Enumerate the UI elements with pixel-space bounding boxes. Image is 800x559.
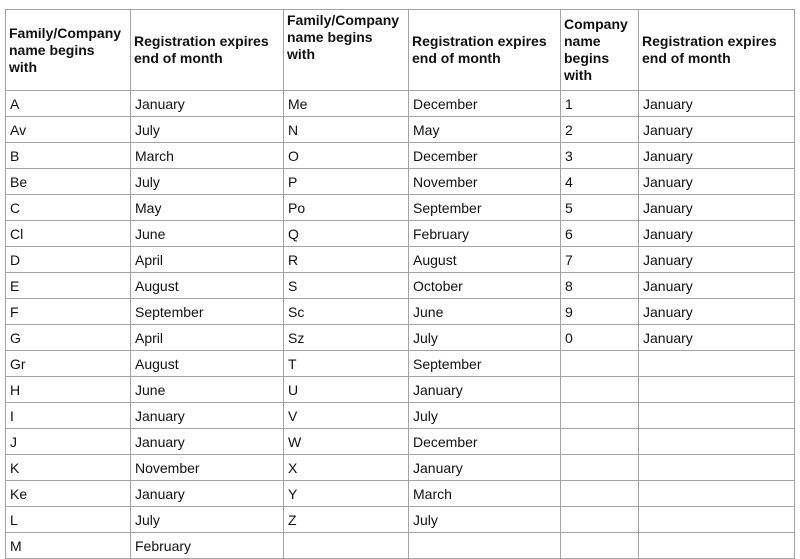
cell-company-begins (561, 455, 639, 481)
cell-expires-3: January (639, 117, 795, 143)
table-row (6, 117, 795, 143)
table-row (6, 351, 795, 377)
cell-expires-1: September (131, 299, 284, 325)
table-row (6, 481, 795, 507)
cell-expires-3: January (639, 299, 795, 325)
cell-expires-2: December (409, 91, 561, 117)
cell-expires-2: December (409, 429, 561, 455)
cell-name-begins-1: D (6, 247, 131, 273)
cell-expires-2: October (409, 273, 561, 299)
registration-expiry-table (5, 9, 795, 559)
cell-name-begins-1: G (6, 325, 131, 351)
header-expires-3: Registration expires end of month (639, 10, 795, 91)
cell-expires-1: August (131, 351, 284, 377)
cell-name-begins-1: A (6, 91, 131, 117)
table-row (6, 377, 795, 403)
table-row (6, 195, 795, 221)
cell-name-begins-1: L (6, 507, 131, 533)
cell-expires-2: July (409, 403, 561, 429)
cell-expires-1: March (131, 143, 284, 169)
cell-expires-3: January (639, 91, 795, 117)
cell-company-begins: 2 (561, 117, 639, 143)
table-row (6, 299, 795, 325)
cell-name-begins-1: Cl (6, 221, 131, 247)
cell-company-begins (561, 533, 639, 559)
cell-expires-2: September (409, 195, 561, 221)
cell-expires-3 (639, 507, 795, 533)
cell-expires-3: January (639, 221, 795, 247)
cell-expires-2: March (409, 481, 561, 507)
cell-name-begins-2: Sc (284, 299, 409, 325)
cell-expires-3 (639, 403, 795, 429)
cell-name-begins-1: Be (6, 169, 131, 195)
cell-name-begins-2: T (284, 351, 409, 377)
cell-expires-2: July (409, 325, 561, 351)
cell-expires-1: July (131, 507, 284, 533)
cell-expires-1: June (131, 221, 284, 247)
cell-company-begins: 3 (561, 143, 639, 169)
cell-expires-2: July (409, 507, 561, 533)
cell-expires-2: June (409, 299, 561, 325)
header-name-begins-2: Family/Company name begins with (284, 10, 409, 91)
header-row (6, 10, 795, 91)
cell-name-begins-1: M (6, 533, 131, 559)
table-row (6, 507, 795, 533)
cell-name-begins-2: U (284, 377, 409, 403)
table-row (6, 429, 795, 455)
cell-name-begins-2: Po (284, 195, 409, 221)
cell-expires-2: November (409, 169, 561, 195)
cell-name-begins-1: K (6, 455, 131, 481)
cell-name-begins-1: Ke (6, 481, 131, 507)
cell-expires-2: December (409, 143, 561, 169)
cell-company-begins (561, 351, 639, 377)
table-header (6, 10, 795, 91)
cell-name-begins-2: X (284, 455, 409, 481)
cell-expires-3: January (639, 143, 795, 169)
cell-expires-1: May (131, 195, 284, 221)
cell-expires-3: January (639, 169, 795, 195)
cell-company-begins: 7 (561, 247, 639, 273)
cell-expires-3: January (639, 325, 795, 351)
cell-expires-2: August (409, 247, 561, 273)
cell-expires-2: February (409, 221, 561, 247)
cell-name-begins-2: Y (284, 481, 409, 507)
cell-company-begins (561, 507, 639, 533)
cell-expires-1: January (131, 91, 284, 117)
cell-name-begins-2: Q (284, 221, 409, 247)
cell-company-begins: 1 (561, 91, 639, 117)
table-row (6, 533, 795, 559)
cell-company-begins: 0 (561, 325, 639, 351)
cell-name-begins-2: Sz (284, 325, 409, 351)
cell-name-begins-2: Me (284, 91, 409, 117)
cell-expires-3 (639, 481, 795, 507)
cell-expires-2 (409, 533, 561, 559)
table-row (6, 91, 795, 117)
cell-name-begins-1: C (6, 195, 131, 221)
cell-name-begins-1: F (6, 299, 131, 325)
cell-expires-1: August (131, 273, 284, 299)
cell-name-begins-1: Av (6, 117, 131, 143)
cell-company-begins (561, 481, 639, 507)
cell-name-begins-2: W (284, 429, 409, 455)
cell-expires-2: January (409, 377, 561, 403)
cell-name-begins-1: I (6, 403, 131, 429)
cell-expires-1: January (131, 429, 284, 455)
table-row (6, 169, 795, 195)
table-row (6, 273, 795, 299)
header-name-begins-1: Family/Company name begins with (6, 10, 131, 91)
cell-company-begins (561, 377, 639, 403)
cell-expires-1: February (131, 533, 284, 559)
cell-name-begins-2: P (284, 169, 409, 195)
cell-name-begins-2: R (284, 247, 409, 273)
cell-expires-1: April (131, 325, 284, 351)
cell-expires-3: January (639, 247, 795, 273)
cell-expires-3: January (639, 273, 795, 299)
cell-expires-1: January (131, 403, 284, 429)
cell-expires-2: May (409, 117, 561, 143)
cell-company-begins: 4 (561, 169, 639, 195)
cell-name-begins-2: S (284, 273, 409, 299)
cell-company-begins: 5 (561, 195, 639, 221)
cell-expires-2: January (409, 455, 561, 481)
cell-name-begins-2: N (284, 117, 409, 143)
cell-expires-1: June (131, 377, 284, 403)
header-expires-2: Registration expires end of month (409, 10, 561, 91)
cell-company-begins: 9 (561, 299, 639, 325)
cell-expires-1: April (131, 247, 284, 273)
table-row (6, 221, 795, 247)
cell-expires-3 (639, 351, 795, 377)
table-row (6, 325, 795, 351)
table-row (6, 455, 795, 481)
cell-name-begins-1: B (6, 143, 131, 169)
cell-expires-1: November (131, 455, 284, 481)
table-body (6, 91, 795, 559)
table-row (6, 143, 795, 169)
table-row (6, 247, 795, 273)
cell-name-begins-2 (284, 533, 409, 559)
cell-expires-2: September (409, 351, 561, 377)
cell-expires-3 (639, 455, 795, 481)
table-row (6, 403, 795, 429)
cell-company-begins (561, 403, 639, 429)
cell-expires-3 (639, 429, 795, 455)
cell-company-begins (561, 429, 639, 455)
cell-name-begins-1: J (6, 429, 131, 455)
cell-name-begins-2: O (284, 143, 409, 169)
cell-name-begins-1: E (6, 273, 131, 299)
cell-expires-1: July (131, 169, 284, 195)
cell-company-begins: 6 (561, 221, 639, 247)
cell-expires-3 (639, 377, 795, 403)
header-expires-1: Registration expires end of month (131, 10, 284, 91)
cell-name-begins-2: Z (284, 507, 409, 533)
cell-expires-3: January (639, 195, 795, 221)
cell-name-begins-1: Gr (6, 351, 131, 377)
cell-name-begins-2: V (284, 403, 409, 429)
cell-expires-1: January (131, 481, 284, 507)
cell-expires-3 (639, 533, 795, 559)
cell-name-begins-1: H (6, 377, 131, 403)
cell-expires-1: July (131, 117, 284, 143)
cell-company-begins: 8 (561, 273, 639, 299)
header-company-begins: Company name begins with (561, 10, 639, 91)
